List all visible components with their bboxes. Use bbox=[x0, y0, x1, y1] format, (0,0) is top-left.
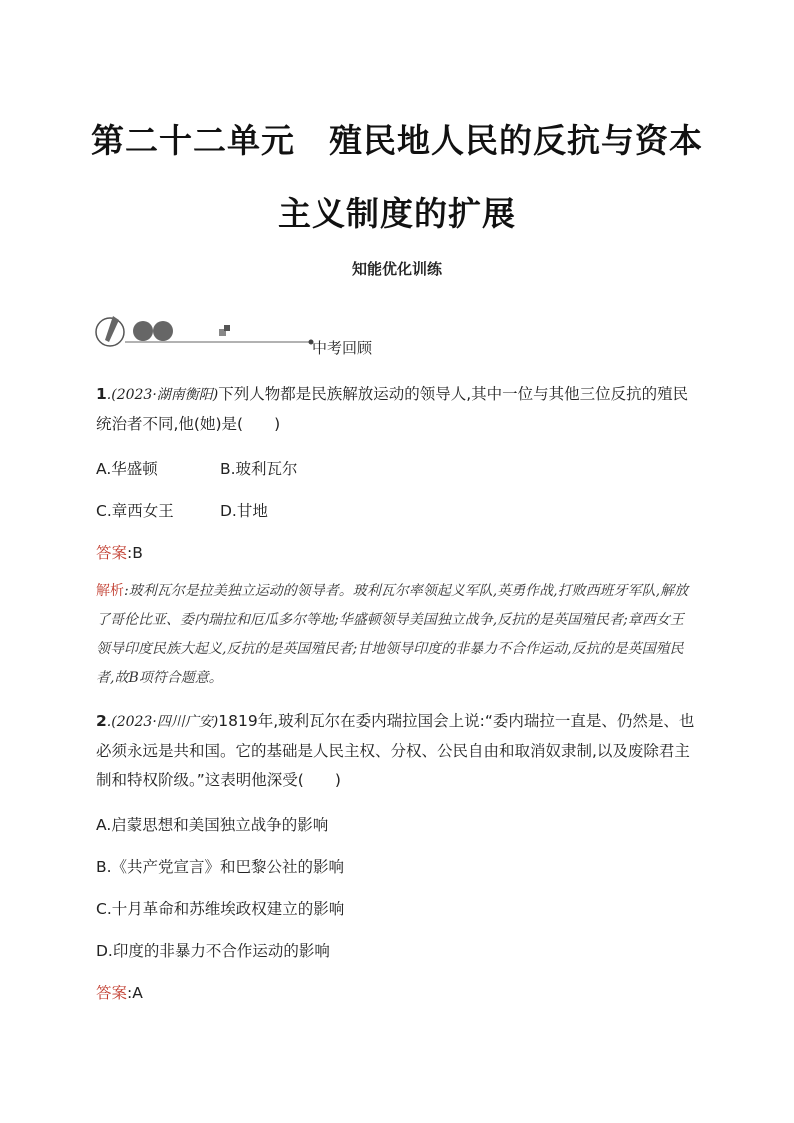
explanation-text: :玻利瓦尔是拉美独立运动的领导者。玻利瓦尔率领起义军队,英勇作战,打败西班牙军队,解放了哥伦比亚、委内瑞拉和厄瓜多尔等地;华盛顿领导美国独立战争,反抗的是英国殖民者;章西女王领导印度民族大起义,反抗的是英国殖民者;甘地领导印度的非暴力不合作运动,反抗的是英国殖民者,故B项符合题意。 bbox=[96, 583, 689, 686]
question-number: 2 bbox=[96, 712, 107, 730]
answer-1 bbox=[96, 541, 143, 563]
answer-value: :B bbox=[127, 544, 143, 562]
explanation-label: 解析 bbox=[96, 583, 124, 599]
section-heading: 中考回顾 bbox=[312, 339, 373, 357]
page-subtitle: 知能优化训练 bbox=[351, 260, 442, 278]
option-b: B.玻利瓦尔 bbox=[220, 460, 298, 478]
option-a: A.启蒙思想和美国独立战争的影响 bbox=[96, 816, 329, 834]
option-d: D.印度的非暴力不合作运动的影响 bbox=[96, 942, 330, 960]
page-title-line-2: 主义制度的扩展 bbox=[278, 194, 516, 233]
question-source: .(2023·湖南衡阳) bbox=[106, 387, 219, 403]
option-c: C.十月革命和苏维埃政权建立的影响 bbox=[96, 900, 345, 918]
page-title-line-1: 第二十二单元 殖民地人民的反抗与资本 bbox=[91, 121, 703, 160]
question-number: 1 bbox=[96, 385, 107, 403]
question-1-stem bbox=[96, 380, 696, 439]
option-a: A.华盛顿 bbox=[96, 460, 158, 478]
question-text: 1819年,玻利瓦尔在委内瑞拉国会上说:“委内瑞拉一直是、仍然是、也必须永远是共和国。它的基础是人民主权、分权、公民自由和取消奴隶制,以及废除君主制和特权阶级。”这表明他深受( ) bbox=[96, 712, 695, 789]
section-banner-graphic bbox=[95, 312, 435, 352]
option-b: B.《共产党宣言》和巴黎公社的影响 bbox=[96, 858, 345, 876]
question-source: .(2023·四川广安) bbox=[106, 714, 219, 730]
question-2-stem bbox=[96, 707, 696, 795]
option-d: D.甘地 bbox=[220, 502, 268, 520]
square-icon bbox=[224, 325, 230, 331]
answer-value: :A bbox=[127, 984, 143, 1002]
answer-label: 答案 bbox=[96, 984, 128, 1002]
answer-label: 答案 bbox=[96, 544, 128, 562]
explanation-1 bbox=[96, 577, 696, 693]
question-text: 下列人物都是民族解放运动的领导人,其中一位与其他三位反抗的殖民统治者不同,他(她)是( ) bbox=[96, 385, 689, 433]
answer-2 bbox=[96, 981, 143, 1003]
dot-icon bbox=[153, 321, 173, 341]
option-c: C.章西女王 bbox=[96, 502, 174, 520]
dot-icon bbox=[133, 321, 153, 341]
